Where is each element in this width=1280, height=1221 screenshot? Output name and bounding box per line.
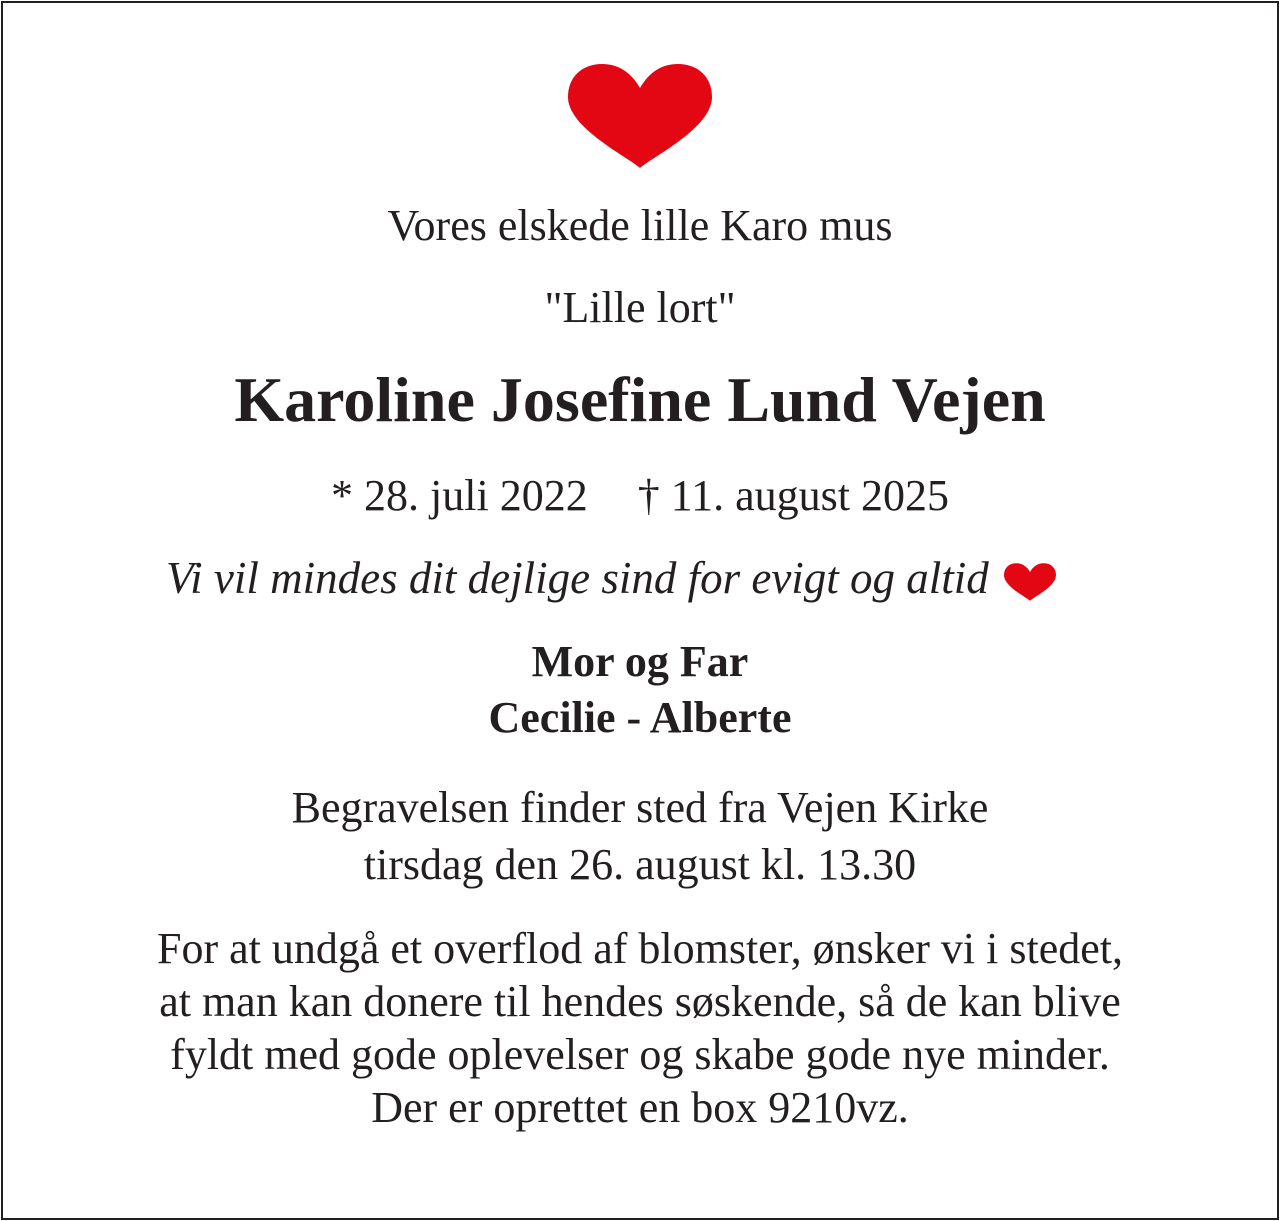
- heart-icon: [1004, 563, 1056, 601]
- donation-note: [0, 922, 1280, 1134]
- birth-date: * 28. juli 2022: [331, 471, 588, 520]
- tribute-text: Vi vil mindes dit dejlige sind for evigt og altid: [166, 553, 989, 603]
- tribute-line: [166, 548, 1216, 608]
- note-line: at man kan donere til hendes søskende, så de kan blive: [159, 977, 1121, 1026]
- note-line: fyldt med gode oplevelser og skabe gode nye minder.: [170, 1030, 1110, 1079]
- intro-text: Vores elskede lille Karo mus: [387, 201, 893, 250]
- note-line: Der er oprettet en box 9210vz.: [371, 1083, 909, 1132]
- heart-icon: [568, 64, 712, 168]
- deceased-name: Karoline Josefine Lund Vejen: [234, 364, 1046, 435]
- family-line: Cecilie - Alberte: [488, 693, 792, 742]
- family-line: Mor og Far: [531, 637, 749, 686]
- funeral-line: tirsdag den 26. august kl. 13.30: [363, 840, 917, 889]
- death-date: † 11. august 2025: [637, 471, 949, 520]
- funeral-line: Begravelsen finder sted fra Vejen Kirke: [291, 783, 989, 832]
- note-line: For at undgå et overflod af blomster, ønsker vi i stedet,: [156, 924, 1123, 973]
- dates-line: [0, 466, 1280, 526]
- nickname-text: "Lille lort": [544, 283, 736, 332]
